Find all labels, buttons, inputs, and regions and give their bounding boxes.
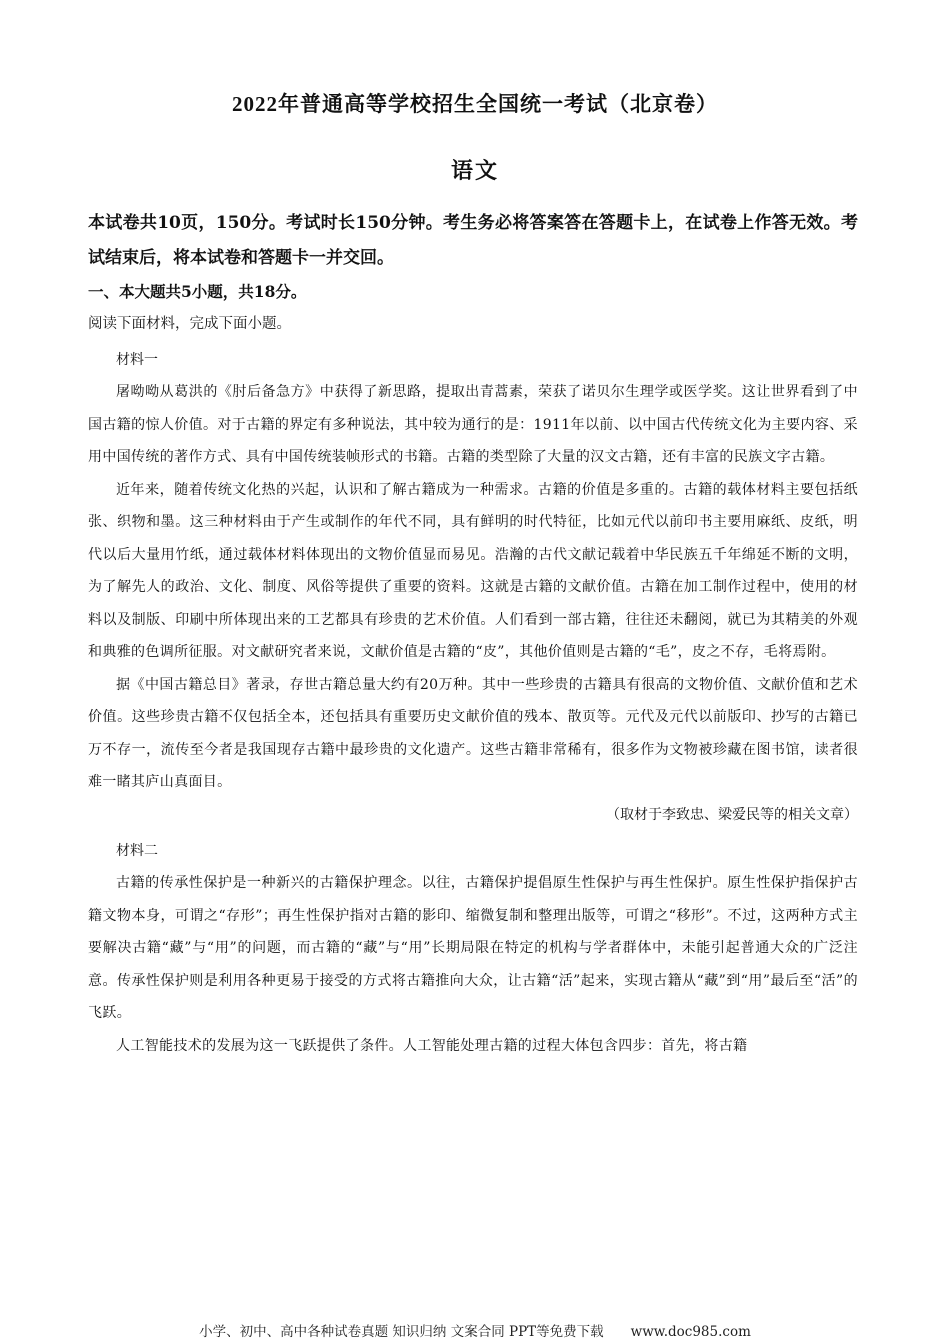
- exam-notice: 本试卷共10页，150分。考试时长150分钟。考生务必将答案答在答题卡上，在试卷上作答无效。考试结束后，将本试卷和答题卡一并交回。: [88, 213, 858, 268]
- material-2-paragraph: 古籍的传承性保护是一种新兴的古籍保护理念。以往，古籍保护提倡原生性保护与再生性保护。原生性保护指保护古籍文物本身，可谓之“存形”；再生性保护指对古籍的影印、缩微复制和整理出版等，可谓之“移形”。不过，这两种方式主要解决古籍“藏”与“用”的问题，而古籍的“藏”与“用”长期局限在特定的机构与学者群体中，未能引起普通大众的广泛注意。传承性保护则是利用各种更易于接受的方式将古籍推向大众，让古籍“活”起来，实现古籍从“藏”到“用”最后至“活”的飞跃。: [88, 875, 858, 1021]
- material-2-label: 材料二: [116, 843, 158, 859]
- material-1-paragraph: 近年来，随着传统文化热的兴起，认识和了解古籍成为一种需求。古籍的价值是多重的。古籍的载体材料主要包括纸张、织物和墨。这三种材料由于产生或制作的年代不同，具有鲜明的时代特征，比如元代以前印书主要用麻纸、皮纸，明代以后大量用竹纸，通过载体材料体现出的文物价值显而易见。浩瀚的古代文献记载着中华民族五千年绵延不断的文明，为了解先人的政治、文化、制度、风俗等提供了重要的资料。这就是古籍的文献价值。古籍在加工制作过程中，使用的材料以及制版、印刷中所体现出来的工艺都具有珍贵的艺术价值。人们看到一部古籍，往往还未翻阅，就已为其精美的外观和典雅的色调所征服。对文献研究者来说，文献价值是古籍的“皮”，其他价值则是古籍的“毛”，皮之不存，毛将焉附。: [88, 481, 858, 660]
- material-1-source: （取材于李致忠、梁爱民等的相关文章）: [606, 806, 858, 823]
- subject-title: 语文: [450, 158, 499, 183]
- page-footer: 小学、初中、高中各种试卷真题 知识归纳 文案合同 PPT等免费下载 www.doc985.com: [199, 1324, 751, 1340]
- exam-title: 2022年普通高等学校招生全国统一考试（北京卷）: [232, 92, 718, 116]
- material-1-label: 材料一: [116, 352, 158, 368]
- section-instruction: 阅读下面材料，完成下面小题。: [88, 316, 291, 332]
- section-heading: 一、本大题共5小题，共18分。: [88, 282, 307, 301]
- material-2-paragraph: 人工智能技术的发展为这一飞跃提供了条件。人工智能处理古籍的过程大体包含四步：首先，将古籍: [116, 1037, 748, 1054]
- exam-body: [88, 206, 858, 1062]
- material-1-paragraph: 屠呦呦从葛洪的《肘后备急方》中获得了新思路，提取出青蒿素，荣获了诺贝尔生理学或医学奖。这让世界看到了中国古籍的惊人价值。对于古籍的界定有多种说法，其中较为通行的是：1911年以前、以中国古代传统文化为主要内容、采用中国传统的著作方式、具有中国传统装帧形式的书籍。古籍的类型除了大量的汉文古籍，还有丰富的民族文字古籍。: [88, 384, 858, 465]
- material-1-paragraph: 据《中国古籍总目》著录，存世古籍总量大约有20万种。其中一些珍贵的古籍具有很高的文物价值、文献价值和艺术价值。这些珍贵古籍不仅包括全本，还包括具有重要历史文献价值的残本、散页等。元代及元代以前版印、抄写的古籍已万不存一，流传至今者是我国现存古籍中最珍贵的文化遗产。这些古籍非常稀有，很多作为文物被珍藏在图书馆，读者很难一睹其庐山真面目。: [88, 676, 858, 790]
